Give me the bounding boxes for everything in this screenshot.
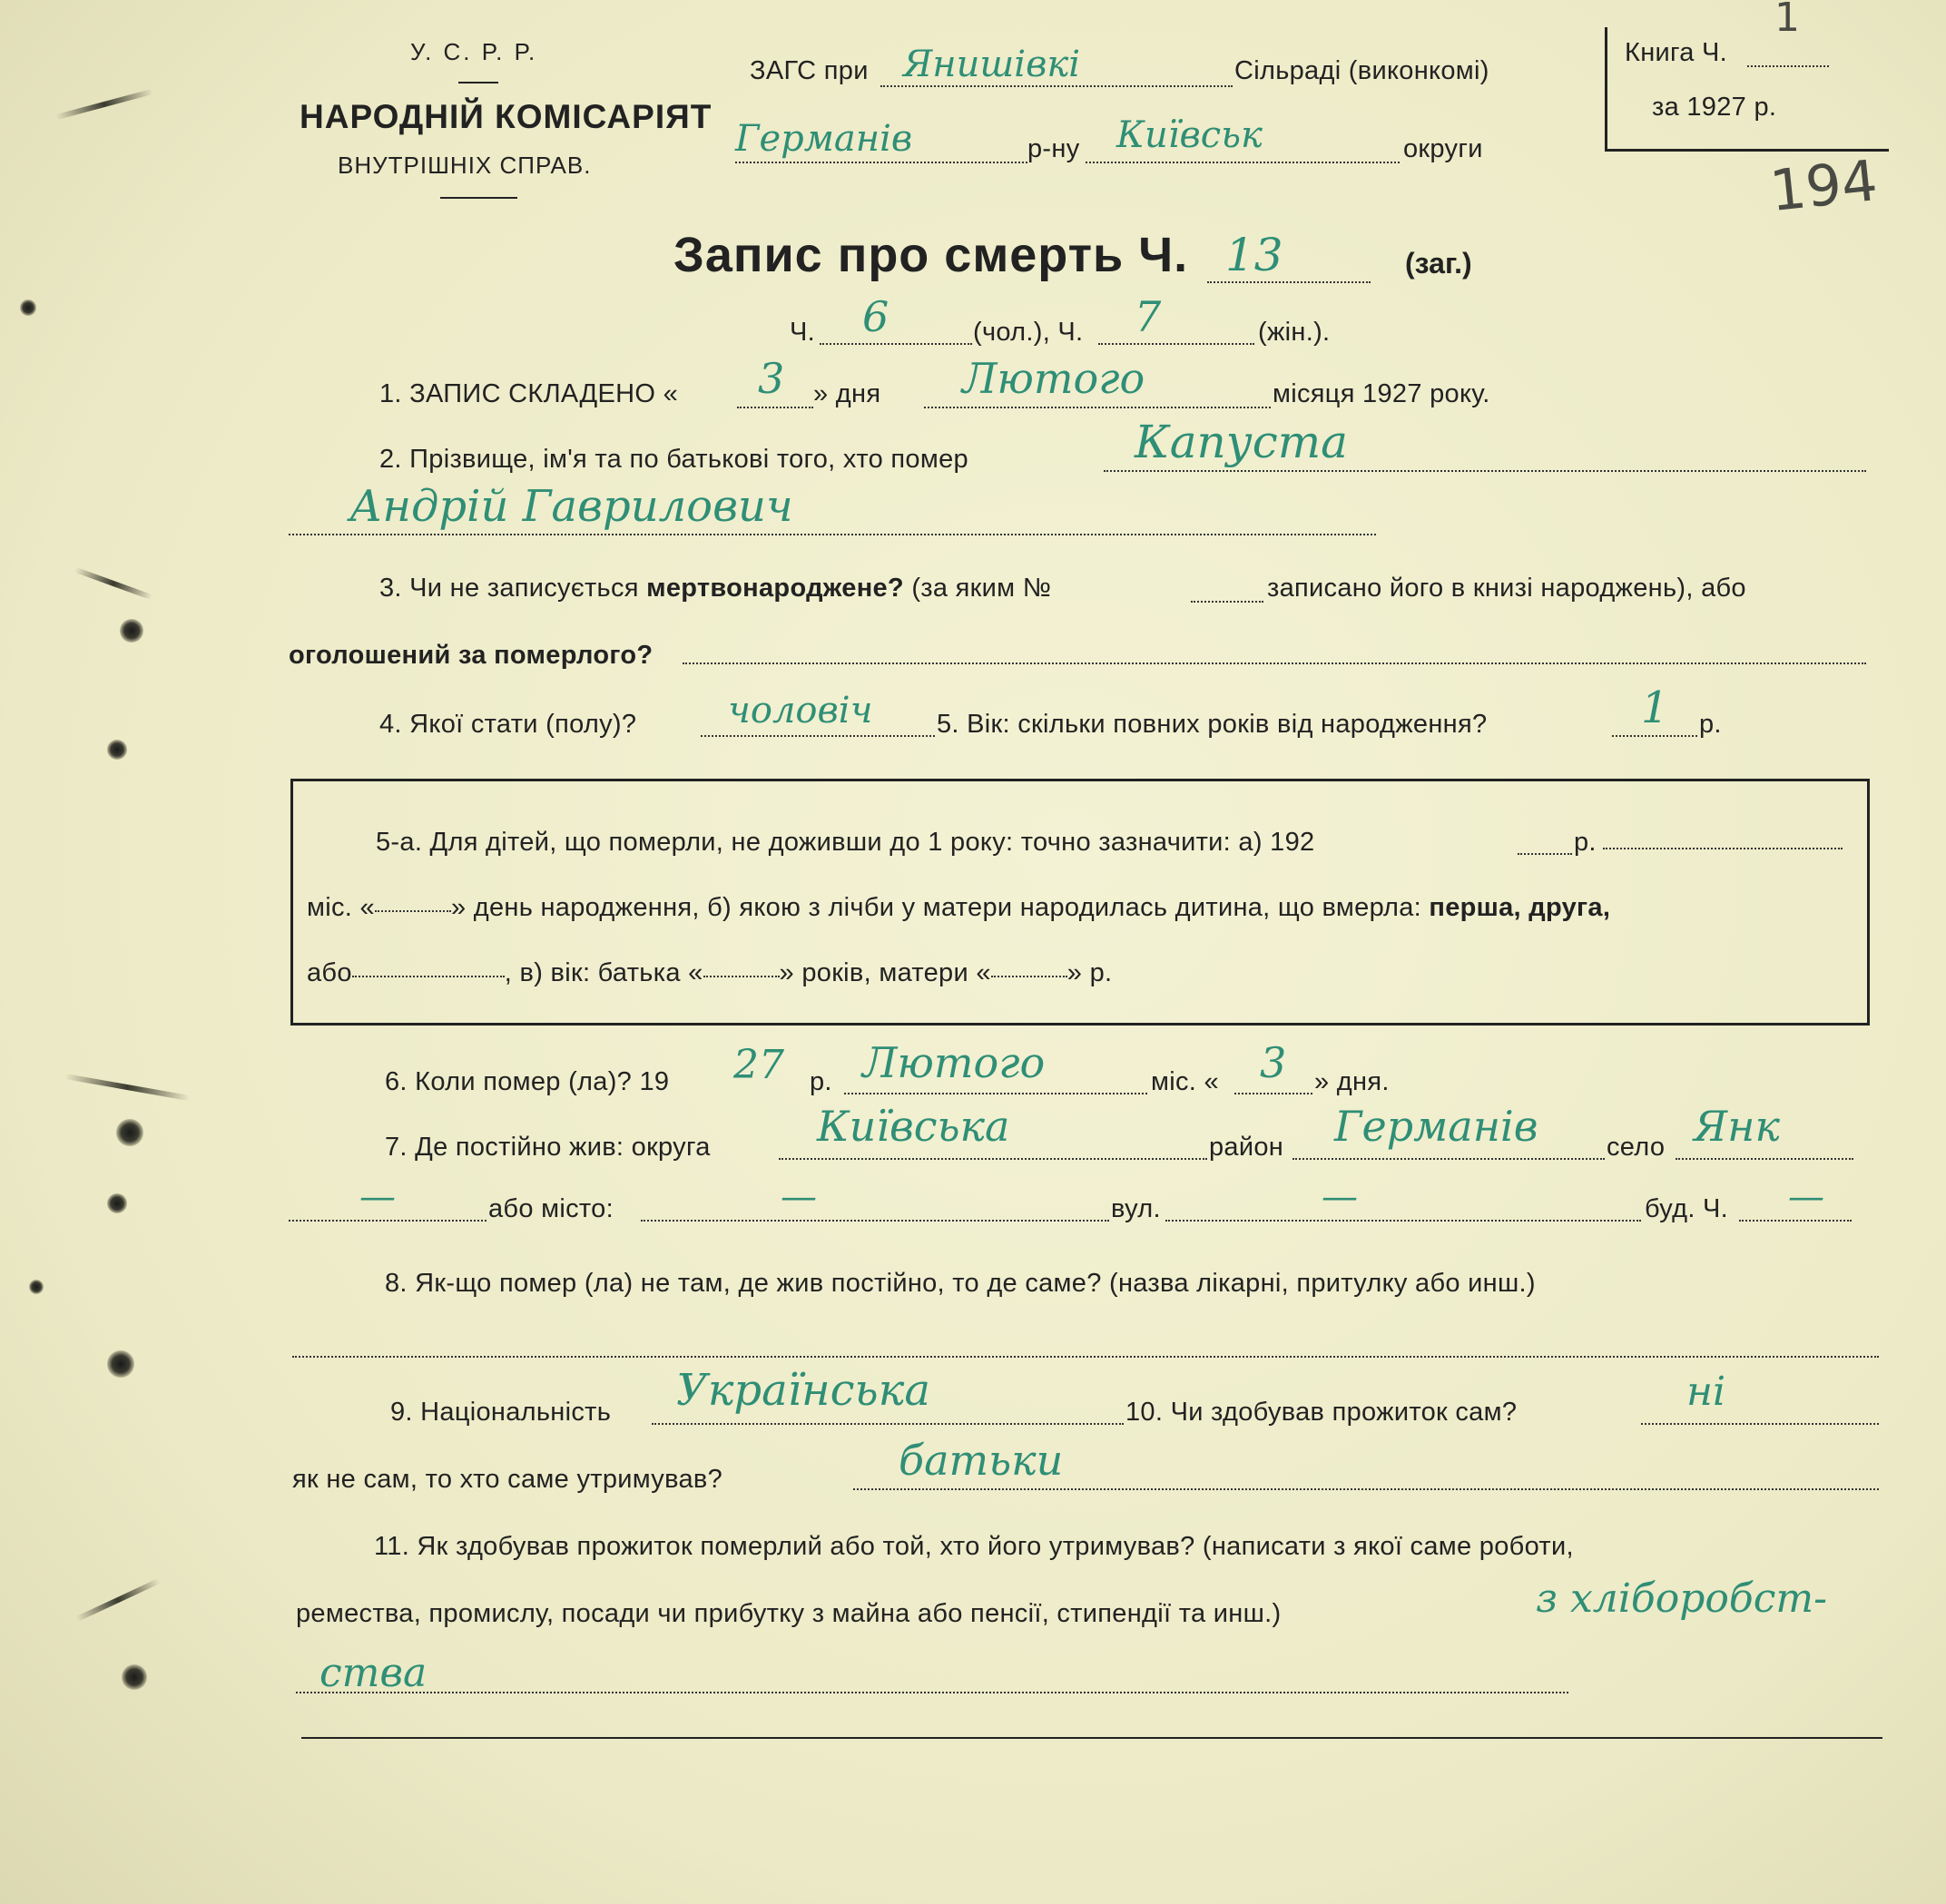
q10b-label: як не сам, то хто саме утримував? (292, 1465, 723, 1494)
q7-house-label: буд. Ч. (1645, 1194, 1729, 1223)
q5a-year-line (1518, 853, 1572, 855)
punch-hole (29, 1280, 44, 1294)
ch-label: Ч. (790, 318, 815, 347)
q7-okruha-handwritten: Київська (817, 1102, 1010, 1151)
council-suffix: Сільраді (виконкомі) (1234, 56, 1489, 85)
q10-label: 10. Чи здобував прожиток сам? (1125, 1398, 1518, 1427)
q3-text (379, 574, 1051, 604)
female-count-handwritten: 7 (1135, 292, 1162, 341)
q7-street-line (1165, 1220, 1641, 1222)
q11-line1: 11. Як здобував прожиток померлий або той, хто його утримував? (написати з якої саме роботи, (374, 1532, 1574, 1561)
punch-hole (20, 299, 36, 316)
q2-name-handwritten: Андрій Гаврилович (349, 481, 793, 532)
q3-declared-dead-label: оголошений за померлого? (289, 641, 654, 670)
record-total-label: (заг.) (1405, 247, 1472, 280)
book-label: Книга Ч. (1625, 38, 1728, 67)
header-rule (440, 197, 517, 199)
q11-answer-handwritten-2: ства (319, 1650, 428, 1696)
q7-prefix: 7. Де постійно жив: округа (385, 1133, 711, 1162)
q6-month-line (844, 1093, 1147, 1094)
q6-prefix: 6. Коли помер (ла)? 19 (385, 1067, 670, 1096)
district-handwritten: Германів (735, 118, 913, 160)
punch-hole (120, 619, 143, 643)
book-year-label: за 1927 р. (1652, 93, 1777, 122)
q5a-order-line (352, 976, 505, 977)
q5a-line1-end: р. (1574, 828, 1597, 857)
q11-answer-line (296, 1692, 1568, 1693)
q5a-father-age-line (703, 976, 780, 977)
q3-part1: 3. Чи не записується (379, 574, 639, 603)
q5a-line2-bold: перша, друга, (1429, 893, 1611, 922)
edge-tear (55, 89, 153, 120)
book-number-line (1747, 65, 1829, 67)
q7-raion-handwritten: Германів (1334, 1102, 1538, 1151)
q10b-answer-handwritten: батьки (899, 1436, 1064, 1485)
q7-dash1: — (359, 1176, 396, 1218)
q5-age-suffix: р. (1699, 710, 1722, 739)
q2-surname-handwritten: Капуста (1135, 416, 1348, 468)
q10-answer-line (1641, 1423, 1879, 1425)
q5a-mother-age-line (991, 976, 1067, 977)
q7-dash3: — (1322, 1176, 1358, 1218)
q4-sex-line (701, 735, 935, 737)
q5-label: 5. Вік: скільки повних років від народження? (937, 710, 1488, 739)
punch-hole (116, 1119, 143, 1146)
q5a-line3-a: або (307, 958, 352, 987)
internal-affairs-label: ВНУТРІШНІХ СПРАВ. (338, 152, 592, 179)
q10-answer-handwritten: ні (1686, 1369, 1726, 1415)
q7-village-cont-line (289, 1220, 486, 1222)
bottom-rule (301, 1737, 1882, 1739)
q3-number-line (1191, 601, 1263, 603)
q5a-line2 (307, 893, 1610, 923)
q1-prefix: 1. ЗАПИС СКЛАДЕНО « (379, 379, 679, 408)
village-line (880, 85, 1233, 87)
commissariat-label: НАРОДНІЙ КОМІСАРІЯТ (300, 98, 713, 135)
q7-selo-handwritten: Янк (1694, 1102, 1780, 1151)
q5-age-handwritten: 1 (1641, 682, 1669, 733)
q1-suffix: місяця 1927 року. (1273, 379, 1490, 408)
male-count-handwritten: 6 (862, 292, 889, 341)
pencil-mark: 194 (1766, 147, 1881, 224)
q4-label: 4. Якої стати (полу)? (379, 710, 637, 739)
okruha-line (1086, 162, 1400, 163)
q7-house-line (1739, 1220, 1852, 1222)
male-label: (чол.), Ч. (973, 318, 1084, 347)
q1-month-line (924, 407, 1271, 408)
q2-surname-line (1104, 470, 1866, 472)
q7-city-label: або місто: (488, 1194, 614, 1223)
village-handwritten: Янишівкі (903, 44, 1081, 85)
district-line (735, 162, 1027, 163)
q1-month-handwritten: Лютого (962, 354, 1145, 403)
record-number-handwritten: 13 (1225, 229, 1283, 281)
record-title: Запис про смерть Ч. (673, 228, 1189, 282)
q1-mid: » дня (813, 379, 881, 408)
male-count-line (820, 343, 972, 345)
q11-line2: ремества, промислу, посади чи прибутку з майна або пенсії, стипендії та инш.) (296, 1599, 1282, 1628)
q7-selo-line (1676, 1158, 1853, 1160)
q5a-rest-line (1603, 848, 1843, 849)
q7-raion-line (1292, 1158, 1605, 1160)
zags-prefix: ЗАГС при (750, 56, 869, 85)
female-count-line (1098, 343, 1254, 345)
q2-label: 2. Прізвище, ім'я та по батькові того, хто помер (379, 445, 968, 474)
punch-hole (107, 1350, 134, 1378)
q5a-line3-c: » років, матери « (779, 958, 991, 987)
q5a-line2-b: » день народження, б) якою з лічби у матери народилась дитина, що вмерла: (450, 893, 1422, 922)
q9-label: 9. Національність (390, 1398, 612, 1427)
q3-declared-line (683, 662, 1866, 664)
q7-city-line (641, 1220, 1109, 1222)
header-rule (458, 82, 498, 83)
q3-part2: (за яким № (911, 574, 1052, 603)
q7-okruha-line (779, 1158, 1207, 1160)
q1-day-line (737, 407, 813, 408)
district-label: р-ну (1027, 134, 1080, 163)
q5a-line2-a: міс. « (307, 893, 375, 922)
q5a-line1: 5-а. Для дітей, що померли, не доживши до 1 року: точно зазначити: а) 192 (376, 828, 1315, 857)
q9-nationality-line (652, 1423, 1124, 1425)
q5a-line3-d: » р. (1066, 958, 1113, 987)
q8-answer-line (292, 1356, 1879, 1358)
q5a-month-line (375, 910, 451, 912)
q5a-line3 (307, 958, 1112, 988)
q2-name-line (289, 534, 1376, 535)
q6-day-handwritten: 3 (1260, 1038, 1287, 1087)
okruha-label: округи (1403, 134, 1483, 163)
q3-declared-dead (289, 641, 653, 671)
q10b-answer-line (853, 1488, 1879, 1490)
q6-month-handwritten: Лютого (862, 1038, 1046, 1087)
punch-hole (122, 1664, 147, 1690)
q6-day-line (1234, 1093, 1312, 1094)
okruha-handwritten: Київськ (1116, 114, 1263, 156)
q1-day-handwritten: 3 (758, 354, 785, 403)
q5a-line3-b: , в) вік: батька « (504, 958, 703, 987)
ussr-label: У. С. Р. Р. (410, 38, 538, 65)
edge-tear (64, 1074, 191, 1101)
q7-selo-label: село (1607, 1133, 1666, 1162)
record-number-line (1207, 281, 1371, 283)
book-number-handwritten: 1 (1774, 0, 1800, 41)
q7-dash4: — (1788, 1176, 1824, 1218)
female-label: (жін.). (1258, 318, 1331, 347)
q6-mis: міс. « (1151, 1067, 1219, 1096)
punch-hole (107, 1193, 127, 1213)
q3-part3: записано його в книзі народжень), або (1267, 574, 1746, 603)
q6-year-handwritten: 27 (733, 1042, 784, 1088)
punch-hole (107, 740, 127, 760)
q3-stillborn: мертвонароджене? (646, 574, 904, 603)
edge-tear (74, 567, 153, 600)
q7-street-label: вул. (1111, 1194, 1161, 1223)
q8-label: 8. Як-що помер (ла) не там, де жив постійно, то де саме? (назва лікарні, притулку або инш.) (385, 1269, 1536, 1298)
q5-age-line (1612, 735, 1697, 737)
q6-suffix: » дня. (1314, 1067, 1390, 1096)
q7-raion-label: район (1209, 1133, 1284, 1162)
edge-tear (75, 1578, 160, 1622)
q7-dash2: — (781, 1176, 817, 1218)
q11-answer-handwritten-1: з хліборобст- (1536, 1575, 1827, 1622)
q6-r: р. (810, 1067, 832, 1096)
q4-sex-handwritten: чоловіч (728, 690, 873, 731)
q9-nationality-handwritten: Українська (676, 1365, 930, 1416)
